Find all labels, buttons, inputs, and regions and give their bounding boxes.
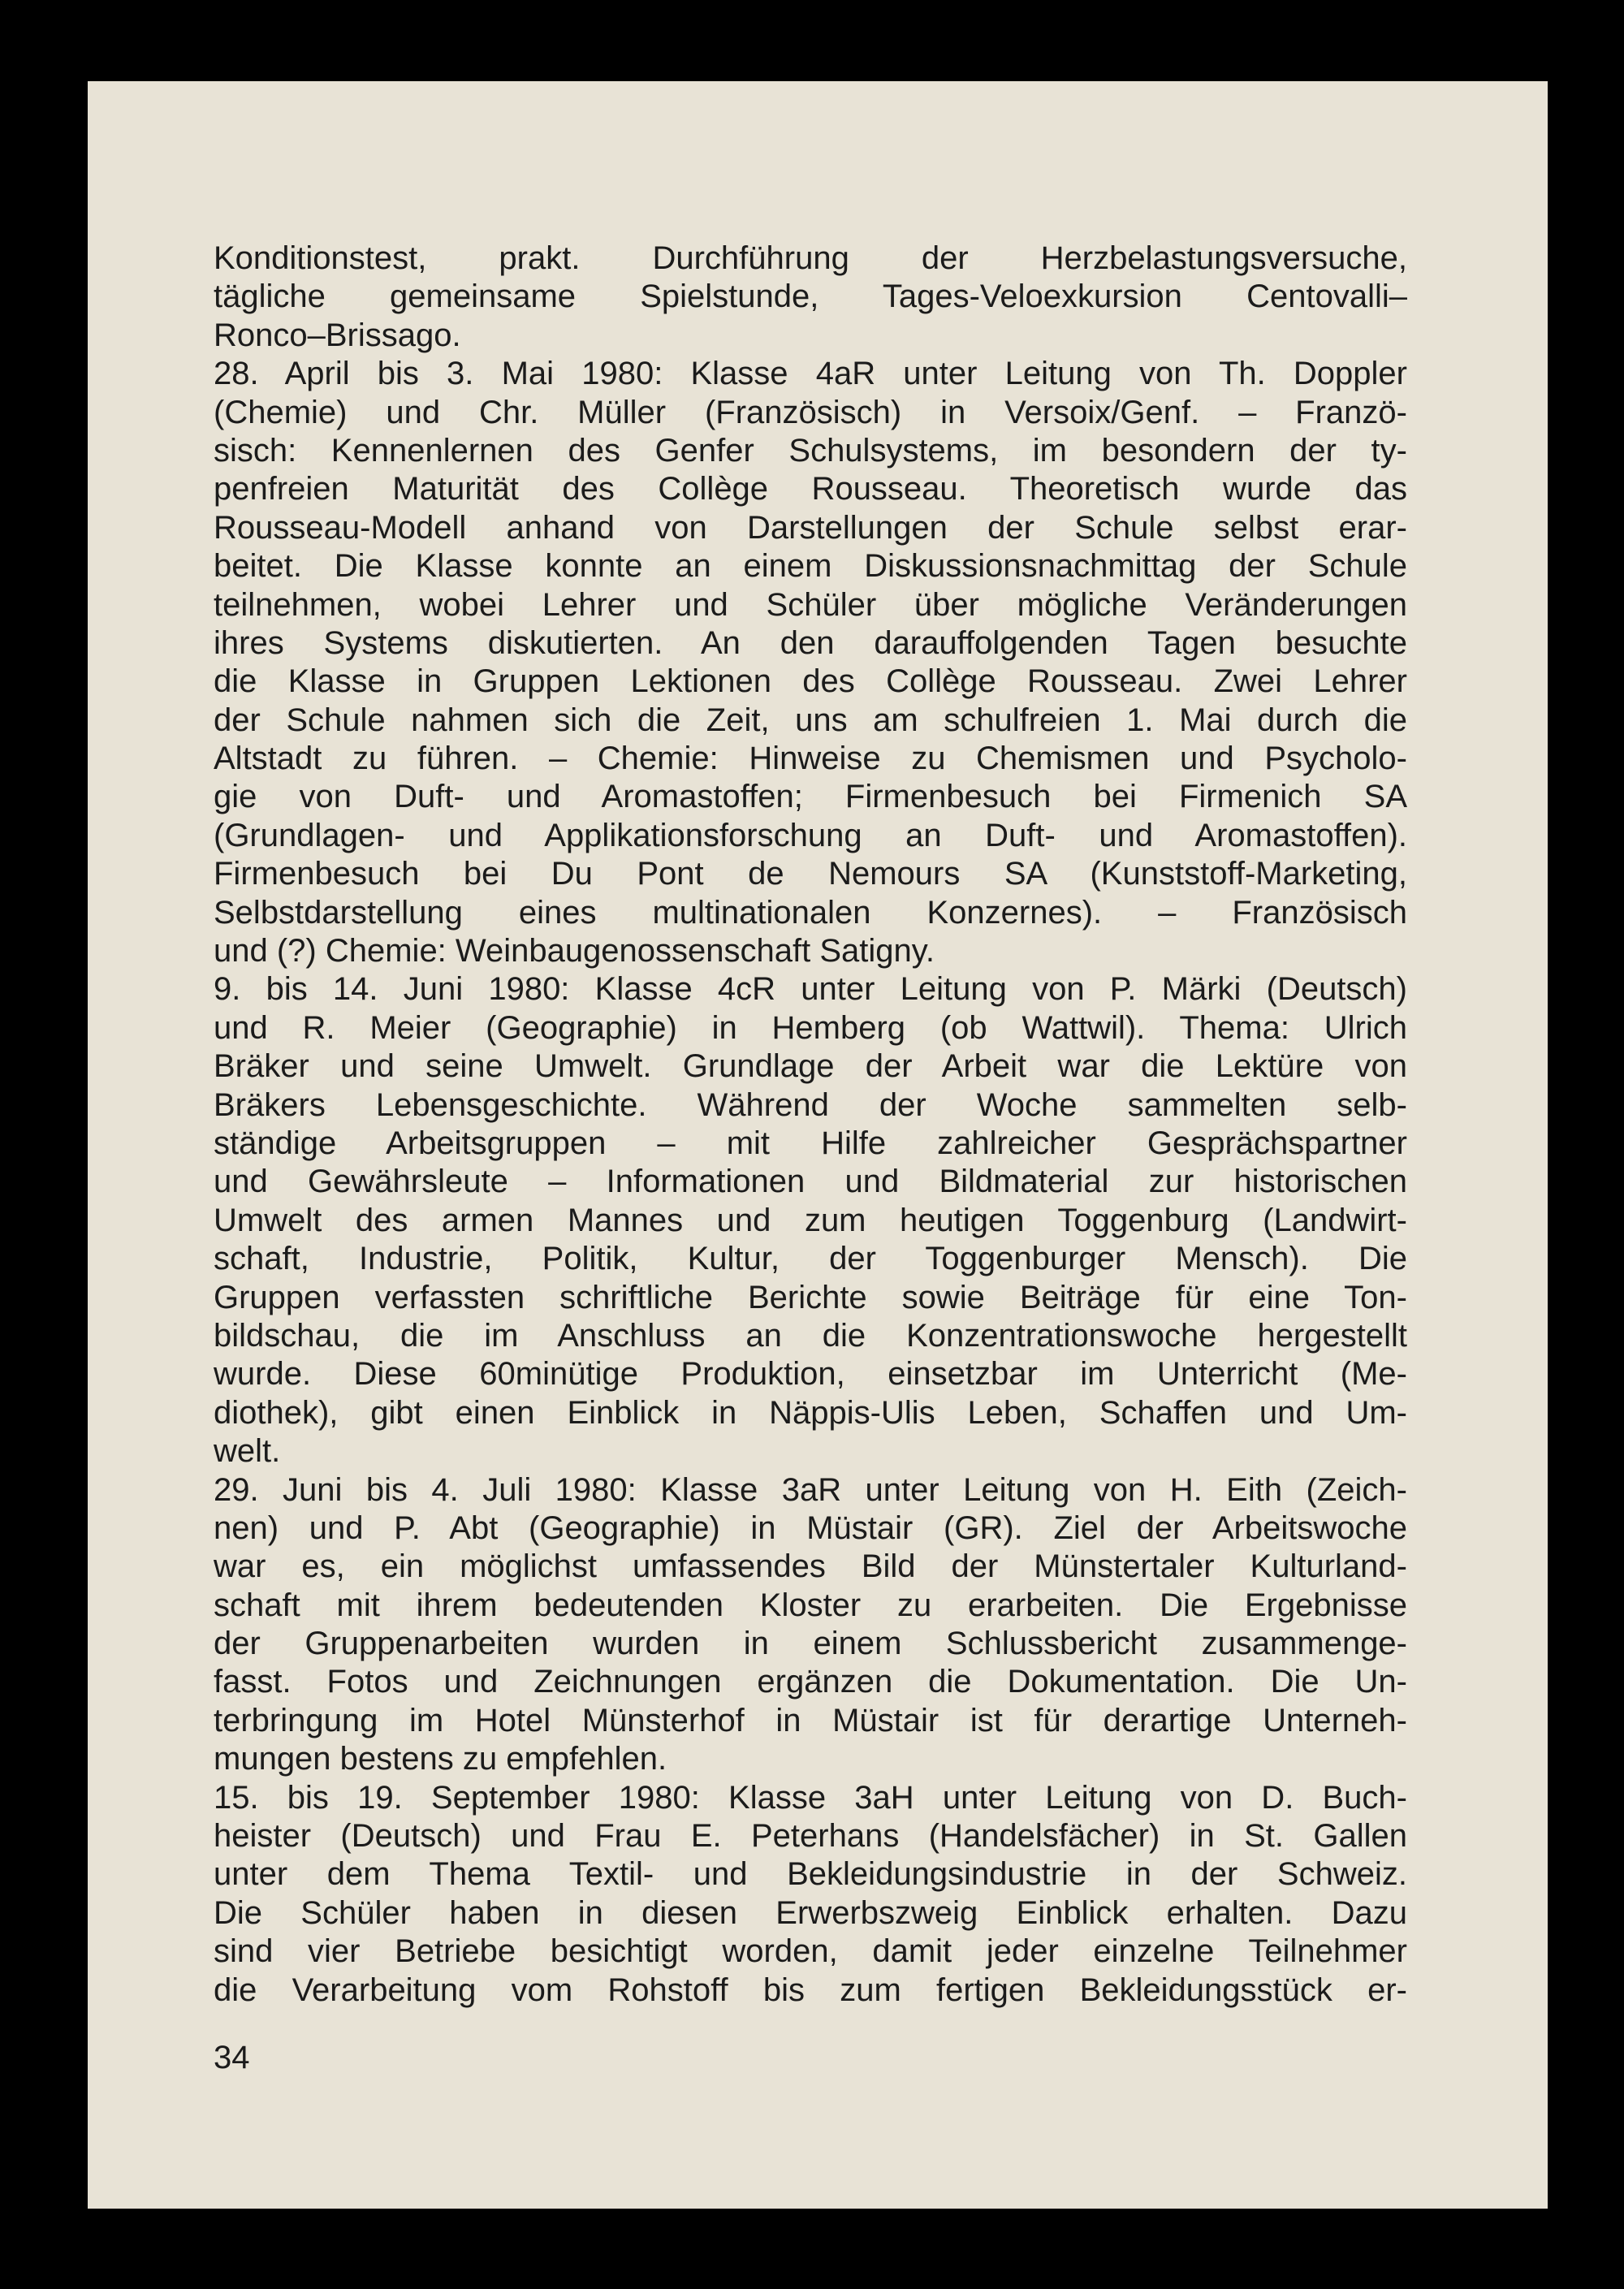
text-line: unter dem Thema Textil- und Bekleidungsindustrie in der Schweiz. <box>214 1856 1407 1893</box>
text-line: diothek), gibt einen Einblick in Näppis-Ulis Leben, Schaffen und Um- <box>214 1394 1407 1431</box>
text-line: Firmenbesuch bei Du Pont de Nemours SA (Kunststoff-Marketing, <box>214 856 1407 892</box>
body-text <box>214 240 1407 2010</box>
text-line: die Klasse in Gruppen Lektionen des Collège Rousseau. Zwei Lehrer <box>214 663 1407 700</box>
text-line: bildschau, die im Anschluss an die Konzentrationswoche hergestellt <box>214 1317 1407 1354</box>
text-line: ihres Systems diskutierten. An den darauffolgenden Tagen besuchte <box>214 624 1407 661</box>
text-line: Umwelt des armen Mannes und zum heutigen Toggenburg (Landwirt- <box>214 1202 1407 1238</box>
text-line: Bräkers Lebensgeschichte. Während der Woche sammelten selb- <box>214 1086 1407 1123</box>
text-line: Altstadt zu führen. – Chemie: Hinweise zu Chemismen und Psycholo- <box>214 741 1407 777</box>
text-line: mungen bestens zu empfehlen. <box>214 1741 667 1777</box>
text-line: heister (Deutsch) und Frau E. Peterhans (Handelsfächer) in St. Gallen <box>214 1818 1407 1855</box>
text-line: Konditionstest, prakt. Durchführung der Herzbelastungsversuche, <box>214 240 1407 276</box>
text-line: 29. Juni bis 4. Juli 1980: Klasse 3aR unter Leitung von H. Eith (Zeich- <box>214 1471 1407 1508</box>
text-line: penfreien Maturität des Collège Rousseau. Theoretisch wurde das <box>214 471 1407 507</box>
text-line: der Schule nahmen sich die Zeit, uns am schulfreien 1. Mai durch die <box>214 702 1407 738</box>
text-line: (Grundlagen- und Applikationsforschung an Duft- und Aromastoffen). <box>214 817 1407 853</box>
text-line: ständige Arbeitsgruppen – mit Hilfe zahlreicher Gesprächspartner <box>214 1125 1407 1161</box>
text-line: und (?) Chemie: Weinbaugenossenschaft Satigny. <box>214 933 935 970</box>
text-line: und Gewährsleute – Informationen und Bildmaterial zur historischen <box>214 1164 1407 1200</box>
text-line: Ronco–Brissago. <box>214 317 461 353</box>
text-line: (Chemie) und Chr. Müller (Französisch) in Versoix/Genf. – Franzö- <box>214 394 1407 430</box>
text-line: tägliche gemeinsame Spielstunde, Tages-Veloexkursion Centovalli– <box>214 279 1407 315</box>
text-line: terbringung im Hotel Münsterhof in Müstair ist für derartige Unterneh- <box>214 1702 1407 1738</box>
text-line: gie von Duft- und Aromastoffen; Firmenbesuch bei Firmenich SA <box>214 779 1407 815</box>
text-line: schaft, Industrie, Politik, Kultur, der Toggenburger Mensch). Die <box>214 1241 1407 1277</box>
text-line: 15. bis 19. September 1980: Klasse 3aH unter Leitung von D. Buch- <box>214 1779 1407 1816</box>
text-line: Bräker und seine Umwelt. Grundlage der Arbeit war die Lektüre von <box>214 1048 1407 1085</box>
text-line: wurde. Diese 60minütige Produktion, einsetzbar im Unterricht (Me- <box>214 1356 1407 1393</box>
text-line: 9. bis 14. Juni 1980: Klasse 4cR unter Leitung von P. Märki (Deutsch) <box>214 971 1407 1008</box>
text-line: die Verarbeitung vom Rohstoff bis zum fertigen Bekleidungsstück er- <box>214 1972 1407 2008</box>
text-line: schaft mit ihrem bedeutenden Kloster zu erarbeiten. Die Ergebnisse <box>214 1587 1407 1623</box>
text-line: nen) und P. Abt (Geographie) in Müstair (GR). Ziel der Arbeitswoche <box>214 1509 1407 1546</box>
text-line: Die Schüler haben in diesen Erwerbszweig Einblick erhalten. Dazu <box>214 1894 1407 1931</box>
text-line: fasst. Fotos und Zeichnungen ergänzen die Dokumentation. Die Un- <box>214 1664 1407 1700</box>
text-line: teilnehmen, wobei Lehrer und Schüler über mögliche Veränderungen <box>214 586 1407 623</box>
text-line: war es, ein möglichst umfassendes Bild der Münstertaler Kulturland- <box>214 1548 1407 1585</box>
text-line: sisch: Kennenlernen des Genfer Schulsystems, im besondern der ty- <box>214 432 1407 469</box>
text-line: welt. <box>214 1433 281 1470</box>
text-line: sind vier Betriebe besichtigt worden, damit jeder einzelne Teilnehmer <box>214 1933 1407 1970</box>
text-line: Selbstdarstellung eines multinationalen Konzernes). – Französisch <box>214 894 1407 931</box>
document-page <box>88 81 1548 2209</box>
text-line: der Gruppenarbeiten wurden in einem Schlussbericht zusammenge- <box>214 1626 1407 1662</box>
text-line: beitet. Die Klasse konnte an einem Diskussionsnachmittag der Schule <box>214 548 1407 585</box>
text-line: und R. Meier (Geographie) in Hemberg (ob Wattwil). Thema: Ulrich <box>214 1009 1407 1046</box>
text-line: Rousseau-Modell anhand von Darstellungen der Schule selbst erar- <box>214 509 1407 546</box>
text-line: 28. April bis 3. Mai 1980: Klasse 4aR unter Leitung von Th. Doppler <box>214 356 1407 392</box>
text-line: Gruppen verfassten schriftliche Berichte sowie Beiträge für eine Ton- <box>214 1279 1407 1315</box>
page-number: 34 <box>214 2040 250 2075</box>
